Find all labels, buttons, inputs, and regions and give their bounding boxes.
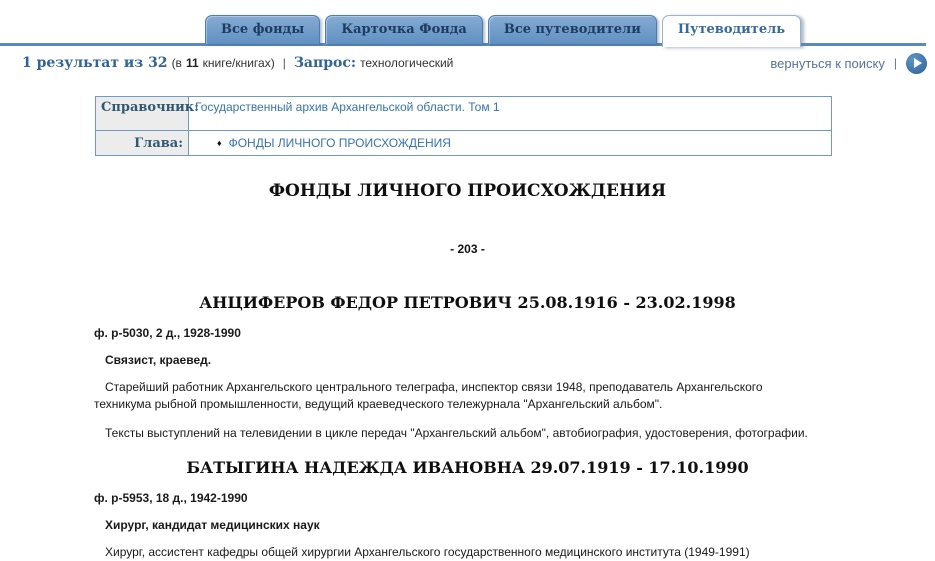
separator: | [893,56,897,70]
tab-fond-card[interactable]: Карточка Фонда [325,15,483,44]
play-icon [914,58,922,68]
results-summary [22,55,453,71]
occupation-line: Связист, краевед. [105,353,212,367]
chapter-cell [189,131,832,156]
guidebook-label: Справочник: [96,97,189,131]
biography-paragraph: Хирург, ассистент кафедры общей хирургии Архангельского государственного медицинского института (1949-1991) [105,545,750,559]
books-count: 11 [185,56,199,70]
entry-heading-antsiferov: АНЦИФЕРОВ ФЕДОР ПЕТРОВИЧ 25.08.1916 - 23.02.1998 [199,293,736,312]
results-bar [0,46,935,80]
document-view [0,181,935,561]
fond-reference: ф. р-5030, 2 д., 1928-1990 [94,326,241,340]
entry-heading-batygina: БАТЫГИНА НАДЕЖДА ИВАНОВНА 29.07.1919 - 17.10.1990 [186,458,749,477]
biography-paragraph: Старейший работник Архангельского центрального телеграфа, инспектор связи 1948, преподаватель Архангельского техникума рыбной промышленности, ведущий краеведческого тележурнала "Архангельский альбом". [94,380,763,411]
diamond-bullet-icon: ♦ [217,138,222,148]
tab-all-fonds[interactable]: Все фонды [205,15,320,44]
guidebook-link[interactable]: Государственный архив Архангельской области. Том 1 [195,100,500,114]
contents-paragraph: Тексты выступлений на телевидении в цикле передач "Архангельский альбом", автобиография, удостоверения, фотографии. [105,426,808,440]
next-result-button[interactable] [906,53,927,74]
in-books-suffix: книге/книгах) [202,56,275,70]
tab-all-guides[interactable]: Все путеводители [488,15,657,44]
guidebook-cell [189,97,832,131]
query-label: Запрос: [293,55,357,71]
tab-bar [0,0,935,46]
chapter-label: Глава: [96,131,189,156]
query-value: технологический [360,56,454,70]
chapter-title: ФОНДЫ ЛИЧНОГО ПРОИСХОЖДЕНИЯ [268,181,667,201]
fond-reference: ф. р-5953, 18 д., 1942-1990 [94,491,248,505]
tab-guide-active[interactable]: Путеводитель [662,15,801,47]
occupation-line: Хирург, кандидат медицинских наук [105,518,320,532]
page-number: - 203 - [450,242,485,256]
in-books-prefix: (в [171,56,182,70]
chapter-link[interactable]: ФОНДЫ ЛИЧНОГО ПРОИСХОЖДЕНИЯ [228,136,451,150]
results-actions [770,53,927,74]
table-row [96,131,832,156]
results-count: 1 результат из 32 [22,55,168,71]
table-row [96,97,832,131]
back-to-search-link[interactable]: вернуться к поиску [770,55,885,71]
tab-strip [205,15,801,47]
reference-table [95,96,832,156]
separator: | [282,56,286,70]
